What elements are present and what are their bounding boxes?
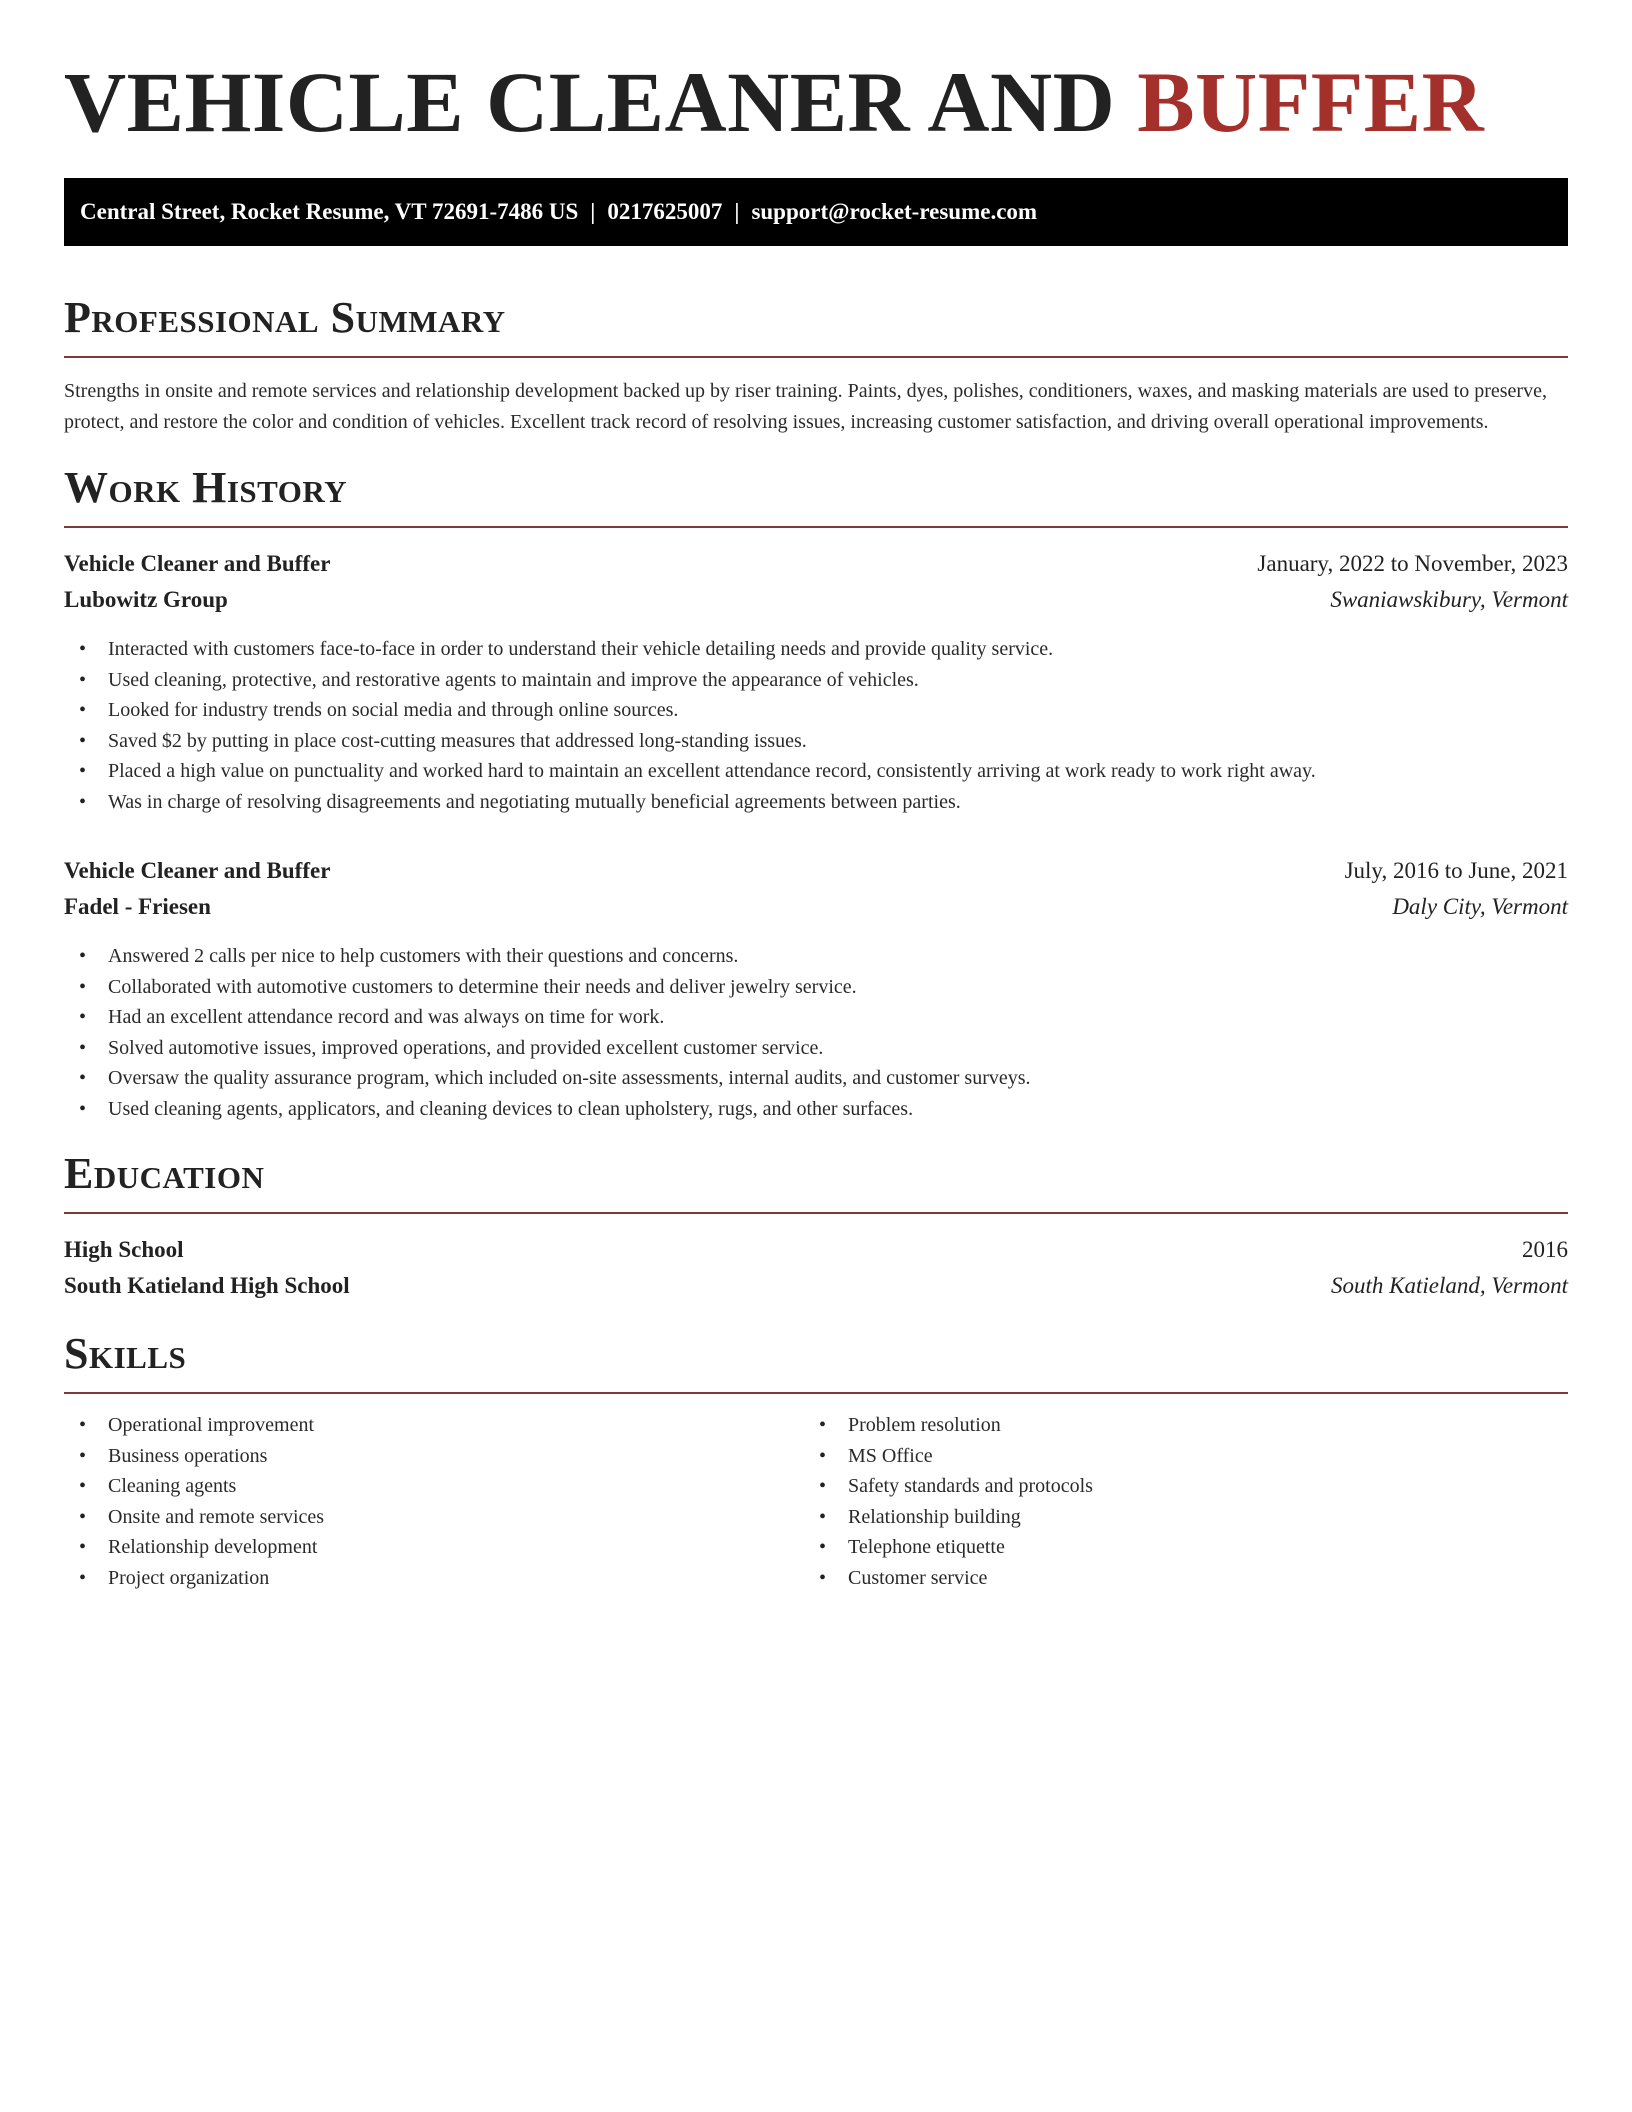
skill-item: • Relationship development [64,1532,804,1563]
section-divider [64,526,1568,528]
skills-grid [64,1410,1568,1593]
skills-list [804,1410,1544,1593]
education-degree: High School [64,1237,184,1262]
job-entry [64,546,1568,817]
skill-item: • Business operations [64,1441,804,1472]
skills-column-left [64,1410,804,1593]
resume-page [64,0,1568,1593]
contact-phone: 0217625007 [607,199,723,224]
skills-section [64,1328,1568,1593]
skill-item: • Cleaning agents [64,1471,804,1502]
skills-column-right [804,1410,1544,1593]
education-entry [64,1232,1568,1304]
list-item: • Interacted with customers face-to-face in order to understand their vehicle detailing needs and provide quality service. [64,634,1568,665]
job-duties-list [64,941,1568,1124]
section-divider [64,1212,1568,1214]
skill-item: • MS Office [804,1441,1544,1472]
job-header-row [64,546,1568,582]
summary-section [64,292,1568,438]
section-title-summary: Professional Summary [64,293,506,342]
list-item: • Solved automotive issues, improved operations, and provided excellent customer service. [64,1033,1568,1064]
section-divider [64,356,1568,358]
list-item: • Collaborated with automotive customers to determine their needs and deliver jewelry service. [64,972,1568,1003]
list-item: • Was in charge of resolving disagreements and negotiating mutually beneficial agreements between parties. [64,787,1568,818]
job-dates: January, 2022 to November, 2023 [1257,551,1568,576]
resume-title [64,0,1568,152]
skill-item: • Relationship building [804,1502,1544,1533]
education-location: South Katieland, Vermont [1330,1273,1568,1298]
section-title-work: Work History [64,463,348,512]
skill-item: • Onsite and remote services [64,1502,804,1533]
job-title: Vehicle Cleaner and Buffer [64,858,331,883]
job-entry [64,853,1568,1124]
list-item: • Used cleaning agents, applicators, and cleaning devices to clean upholstery, rugs, and other surfaces. [64,1094,1568,1125]
job-company-row [64,889,1568,925]
section-title-skills: Skills [64,1329,187,1378]
skill-item: • Problem resolution [804,1410,1544,1441]
list-item: • Used cleaning, protective, and restorative agents to maintain and improve the appearance of vehicles. [64,665,1568,696]
job-location: Daly City, Vermont [1392,894,1568,919]
education-degree-row [64,1232,1568,1268]
job-header-row [64,853,1568,889]
section-title-education: Education [64,1149,265,1198]
contact-separator: | [734,199,740,224]
skills-list [64,1410,804,1593]
education-year: 2016 [1522,1237,1568,1262]
job-duties-list [64,634,1568,817]
list-item: • Answered 2 calls per nice to help customers with their questions and concerns. [64,941,1568,972]
section-divider [64,1392,1568,1394]
skill-item: • Operational improvement [64,1410,804,1441]
skill-item: • Telephone etiquette [804,1532,1544,1563]
list-item: • Looked for industry trends on social media and through online sources. [64,695,1568,726]
work-history-section [64,462,1568,1124]
job-dates: July, 2016 to June, 2021 [1344,858,1568,883]
education-section [64,1148,1568,1304]
list-item: • Placed a high value on punctuality and worked hard to maintain an excellent attendance record, consistently arriving at work ready to work right away. [64,756,1568,787]
contact-bar [64,178,1568,246]
job-location: Swaniawskibury, Vermont [1330,587,1568,612]
education-school: South Katieland High School [64,1273,350,1298]
list-item: • Had an excellent attendance record and was always on time for work. [64,1002,1568,1033]
job-company: Lubowitz Group [64,587,228,612]
skill-item: • Customer service [804,1563,1544,1594]
skill-item: • Project organization [64,1563,804,1594]
skill-item: • Safety standards and protocols [804,1471,1544,1502]
job-company-row [64,582,1568,618]
list-item: • Oversaw the quality assurance program, which included on-site assessments, internal audits, and customer surveys. [64,1063,1568,1094]
contact-email[interactable]: support@rocket-resume.com [751,199,1038,224]
list-item: • Saved $2 by putting in place cost-cutting measures that addressed long-standing issues. [64,726,1568,757]
title-accent: BUFFER [1137,54,1485,150]
contact-address: Central Street, Rocket Resume, VT 72691-7486 US [80,199,579,224]
contact-separator: | [590,199,596,224]
job-company: Fadel - Friesen [64,894,211,919]
summary-text: Strengths in onsite and remote services and relationship development backed up by riser training. Paints, dyes, polishes, conditioners, waxes, and masking materials are used to preserve, protect, and restore the color and condition of vehicles. Excellent track record of resolving issues, increasing customer satisfaction, and driving overall operational improvements. [64,380,1547,433]
job-title: Vehicle Cleaner and Buffer [64,551,331,576]
education-school-row [64,1268,1568,1304]
title-main: VEHICLE CLEANER AND [64,54,1116,150]
